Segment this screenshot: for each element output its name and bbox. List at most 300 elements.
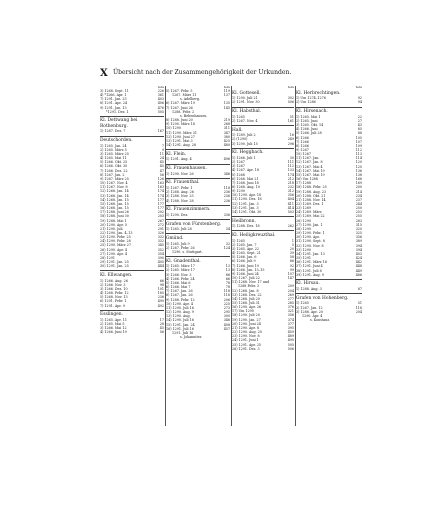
entry-date: 9) 1267. März 25 xyxy=(100,176,129,181)
entry-date: 1) 1290. Nov. 26 xyxy=(166,171,194,176)
entry-page: 174 xyxy=(287,172,294,177)
entry-date: 1) 1290. Juli 21 xyxy=(232,96,258,101)
entry-date: 39) 1291. Aug. 9 xyxy=(296,272,324,277)
index-column-2 xyxy=(166,86,230,339)
entry-date: 20) 1290. Apr. 5 xyxy=(100,222,127,227)
section-heading: Hall. xyxy=(232,125,294,133)
entry-date: 31) 1290. Sept. 8 xyxy=(296,239,325,244)
entry-page: 244 xyxy=(355,202,362,206)
entry-date: 24) 1289. März xyxy=(296,210,322,215)
index-section xyxy=(296,107,362,277)
entry-page: 489 xyxy=(287,334,294,339)
index-section xyxy=(166,219,230,231)
entry-page: 236 xyxy=(157,295,164,300)
entry-date: 30) 1291. Jan. 25 xyxy=(100,264,129,269)
entry-page: 107 xyxy=(355,139,362,144)
index-entry xyxy=(100,110,164,114)
entry-date: 3) 1266. Mai 12 xyxy=(100,326,127,331)
seite-label: Seite xyxy=(157,86,164,89)
entry-page: 457 xyxy=(223,326,230,331)
entry-date: 7) 1267. Jan. 26 xyxy=(166,289,193,294)
entry-date: 2) 1265. März 5 xyxy=(100,147,127,152)
page-number: X xyxy=(100,68,108,79)
entry-date: 3) 1268. Sept. 11 xyxy=(100,89,129,93)
seite-label: Seite xyxy=(223,86,230,89)
entry-date: 7) 1266. Dez. 22 xyxy=(100,168,128,173)
index-entry xyxy=(232,224,294,228)
entry-date: 3) 1265. Apr. 22 xyxy=(232,246,259,251)
entry-page: 394 xyxy=(355,247,362,252)
entry-date: 4) 1268. Febr. 12 xyxy=(100,291,129,296)
entry-date: 12) 1268. Jan. 8 xyxy=(232,288,259,293)
entry-date: 3) 1267 xyxy=(232,164,245,169)
entry-page: 39 xyxy=(289,251,294,256)
index-section xyxy=(232,91,294,105)
entry-page: 406 xyxy=(157,101,164,106)
entry-date: 1288 Febr. 3 xyxy=(238,284,260,289)
entry-page: 120 xyxy=(355,160,362,165)
entry-date: 22) 1290. Aug. 20 xyxy=(232,330,262,335)
entry-page: 291 xyxy=(157,226,164,231)
section-heading: Kl. Hirsau. xyxy=(296,279,362,287)
entry-page: 262 xyxy=(287,224,294,229)
entry-date: 6) 1267. März 19 xyxy=(166,101,195,106)
entry-date: 26) 1290. Apr. 4 xyxy=(100,247,127,252)
entry-date: 30) 1290. Apr. xyxy=(296,235,320,240)
entry-page: 99 xyxy=(289,267,294,272)
entry-page: 145 xyxy=(223,105,230,110)
entry-date: 33) 1290 xyxy=(296,247,311,252)
entry-page: 200 xyxy=(355,185,362,190)
index-section xyxy=(232,125,294,146)
entry-date: 8) 1291. Apr. 24 xyxy=(100,101,127,106)
entry-page: 66 xyxy=(225,276,230,281)
entry-date: 18) 1290. Juli 20 xyxy=(232,313,260,318)
index-section xyxy=(100,270,164,307)
index-entry xyxy=(232,142,294,146)
entry-page: 24 xyxy=(159,156,164,161)
entry-date: 1) 1266. Aug. 26 xyxy=(100,278,128,283)
index-entry xyxy=(166,227,230,231)
entry-page: 225 xyxy=(223,301,230,306)
entry-page: 232 xyxy=(287,185,294,189)
index-section xyxy=(166,164,230,176)
entry-page: 486 xyxy=(355,272,362,277)
entry-page: 17 xyxy=(159,317,164,322)
entry-page: 174 xyxy=(157,189,164,194)
entry-page: 34 xyxy=(225,227,230,232)
entry-page: 277 xyxy=(287,296,294,301)
entry-date: 20) 1290. Juni 24 xyxy=(232,321,261,326)
entry-date: 3) 1265. Okt. 14 xyxy=(296,123,324,128)
entry-date: 15) 1268. Jan. 15 xyxy=(100,201,129,206)
entry-date: 4) 1288. Nov. 28 xyxy=(166,198,194,203)
entry-page: 126 xyxy=(157,176,164,181)
entry-page: 403 xyxy=(157,97,164,102)
entry-page: 107 xyxy=(287,271,294,276)
entry-page: 86 xyxy=(225,272,230,277)
section-heading: Grafen von Fürstenberg. xyxy=(166,219,230,227)
entry-date: 12) 1290. Aug. 9 xyxy=(166,310,194,315)
entry-page: 506 xyxy=(287,100,294,105)
entry-page: 295 xyxy=(223,310,230,315)
index-section xyxy=(166,178,230,203)
entry-page: 13 xyxy=(225,264,230,269)
entry-page: 237 xyxy=(355,197,362,202)
entry-date: 9) 1267 xyxy=(296,147,309,152)
entry-page: 476 xyxy=(157,105,164,110)
entry-page: 490 xyxy=(287,338,294,343)
entry-date: 6) 1266. Okt. 30 xyxy=(100,164,128,169)
entry-page: 109 xyxy=(355,143,362,148)
section-heading: Kl. Ellwangen. xyxy=(100,270,164,278)
entry-page: 449 xyxy=(355,268,362,273)
index-entry xyxy=(100,264,164,268)
entry-page: 118 xyxy=(223,293,230,298)
entry-page: 336 xyxy=(223,212,230,217)
entry-date: 5) 1268 xyxy=(232,172,245,177)
entry-date: 13) 1291. Mai 3 xyxy=(166,138,193,143)
entry-date: 3) 1290. Juli 15 xyxy=(232,141,258,146)
index-entry xyxy=(232,210,294,214)
entry-date: 10) 1290. Apr. 4 xyxy=(166,301,193,306)
entry-page: 214 xyxy=(355,189,362,194)
entry-date: 16) 1268. Jan. 15 xyxy=(100,206,129,211)
entry-page: 404 xyxy=(287,197,294,202)
entry-date: 7) 1291. Apr. 9 xyxy=(100,303,125,308)
entry-page: 459 xyxy=(287,330,294,335)
entry-page: 163 xyxy=(157,185,164,190)
entry-page: 168 xyxy=(355,177,362,182)
entry-page: 311 xyxy=(223,126,230,131)
entry-page: 374 xyxy=(287,317,294,322)
entry-date: 5) 1266. Okt. 25 xyxy=(100,160,128,165)
index-entry xyxy=(232,347,294,351)
entry-date: 16) 1291. Juli 16 xyxy=(166,326,194,331)
entry-date: 6) 1266 xyxy=(296,135,309,140)
index-entry xyxy=(166,213,230,217)
entry-page: 45 xyxy=(159,326,164,331)
entry-date: 11) 1267. Nov. 8 xyxy=(100,185,128,190)
entry-page: 249 xyxy=(287,137,294,142)
entry-page: 332 xyxy=(157,239,164,244)
entry-page: 92 xyxy=(357,96,362,101)
entry-page: 442 xyxy=(355,260,362,265)
entry-page: 312 xyxy=(287,189,294,194)
entry-page: 269 xyxy=(287,292,294,297)
entry-date: 11) 1290. Juli 16 xyxy=(166,305,194,310)
entry-date: 3) 1288. Apr. 20 xyxy=(296,309,323,314)
entry-date: 7) 1268. Juni 18 xyxy=(232,180,259,185)
index-column-1 xyxy=(100,86,164,335)
entry-date: 24) 1290. Febr. 28 xyxy=(100,239,131,244)
entry-date: 9) 1288. Febr. 12 xyxy=(166,297,195,302)
entry-page: 177 xyxy=(157,206,164,211)
section-heading: Kl. Heggbach. xyxy=(232,148,294,156)
entry-date: 1) 1265. Apr. 11 xyxy=(100,317,127,322)
entry-date: 21) 1288. Nov. 14 xyxy=(296,197,326,202)
entry-page: 219 xyxy=(223,118,230,123)
entry-page: 114 xyxy=(355,156,362,161)
entry-date: 2) 1268. Aug. 26 xyxy=(166,190,194,195)
entry-date: 3) 1265. März 25 xyxy=(100,152,129,157)
entry-date: 2) 1266. Nov. 3 xyxy=(100,282,126,287)
entry-date: 21) 1290. Juli xyxy=(100,226,123,231)
entry-page: 118 xyxy=(223,289,230,294)
entry-page: 218 xyxy=(287,180,294,185)
entry-date: 12) 1267. Jan. 8 xyxy=(296,160,323,165)
section-heading: Esslingen. xyxy=(100,310,164,318)
entry-page: 66 xyxy=(159,278,164,283)
entry-page: 138 xyxy=(355,172,362,177)
entry-page: 236 xyxy=(223,194,230,199)
section-heading: Kl. Flein. xyxy=(166,149,230,157)
section-heading: Gmünd. xyxy=(166,233,230,241)
entry-date: 9) 1290 xyxy=(232,189,245,194)
entry-page: 101 xyxy=(157,286,164,291)
index-entry xyxy=(166,250,230,254)
index-section xyxy=(232,107,294,124)
entry-date: 1) Um 1274–1276 xyxy=(296,96,326,101)
entry-date: 5) 1267. Febr. 5 xyxy=(166,89,193,93)
entry-page: 273 xyxy=(223,305,230,310)
index-entry xyxy=(166,143,230,147)
entry-page: 236 xyxy=(223,190,230,195)
entry-date: 4) *1266. Apr. 1 xyxy=(100,93,127,98)
entry-page: 255 xyxy=(355,214,362,219)
entry-page: 51 xyxy=(357,301,362,306)
entry-date: s. Adelberg. xyxy=(180,97,201,102)
entry-page: 326 xyxy=(157,230,164,235)
entry-page: 135 xyxy=(223,101,230,106)
entry-date: 14) 1290. Juli 16 xyxy=(166,318,194,323)
entry-page: 56 xyxy=(159,330,164,335)
entry-page: 346 xyxy=(223,171,230,176)
entry-date: 5) 1266. Jan. 6 xyxy=(232,255,257,260)
index-entry xyxy=(296,273,362,277)
entry-page: 177 xyxy=(157,197,164,202)
entry-date: 2) 1265. Juni xyxy=(296,118,318,123)
entry-page: 56 xyxy=(159,172,164,177)
entry-page: 283 xyxy=(355,218,362,223)
entry-date: 36) 1291. März 16 xyxy=(296,260,327,265)
entry-date: 2) 1265. März 17 xyxy=(166,268,195,273)
entry-date: 1) 1265 xyxy=(232,114,245,119)
entry-page: 45 xyxy=(159,160,164,165)
entry-date: 5) 1268. Nov. 13 xyxy=(100,295,128,300)
seite-label: Seite xyxy=(355,86,362,89)
entry-page: 202 xyxy=(157,210,164,215)
entry-page: 236 xyxy=(223,198,230,203)
entry-date: 22) 1290. Jan. 4–13 xyxy=(100,230,133,235)
index-entry xyxy=(166,199,230,203)
entry-page: 403 xyxy=(355,251,362,256)
entry-page: 296 xyxy=(287,141,294,146)
entry-date: 35) 1291 xyxy=(296,256,311,261)
entry-date: 21) 1290. Apr. 8 xyxy=(232,325,259,330)
entry-date: 2) 1267. Jan. 12 xyxy=(296,305,323,310)
entry-date: 5) 1266. Mai 6 xyxy=(166,280,191,285)
entry-page: 414 xyxy=(287,205,294,210)
section-heading: Kl. Hirsenach. xyxy=(296,107,362,115)
entry-date: 1) 1288. Dez. 18 xyxy=(232,224,260,229)
entry-page: 395 xyxy=(287,325,294,330)
entry-page: 7 xyxy=(161,143,164,148)
entry-page: 325 xyxy=(355,231,362,236)
entry-page: 496 xyxy=(223,157,230,162)
section-heading: Kl. Frauenzimmern. xyxy=(166,205,230,213)
index-entry xyxy=(166,157,230,161)
entry-date: 25) 1291. Apr. 25 xyxy=(232,342,262,347)
index-section xyxy=(232,230,294,350)
entry-date: s. Konstanz. xyxy=(310,318,331,322)
entry-date: 17) 1288. Juni 26 xyxy=(100,210,129,215)
index-entry xyxy=(100,304,164,308)
index-entry xyxy=(296,287,362,291)
entry-date: 15) 1291. Jan. 24 xyxy=(166,322,195,327)
entry-date: 2) 1265. Jan. 7 xyxy=(232,242,257,247)
entry-date: 1) 1265. Mai 1 xyxy=(296,114,321,119)
entry-date: 1291. Juli 16 xyxy=(172,330,194,335)
entry-page: 118 xyxy=(355,305,362,310)
entry-date: 1290. s. Stuttgart. xyxy=(172,249,203,254)
entry-page: 169 xyxy=(355,181,362,186)
entry-date: 13) 1268. Jan. 14 xyxy=(100,193,129,198)
entry-date: 8) 1266. Jan. 13–15 xyxy=(232,267,265,272)
page-title: Übersicht nach der Zusammengehörigkeit der Urkunden. xyxy=(113,69,292,76)
entry-date: 1) 1265. Juli 9 xyxy=(166,241,190,246)
section-heading: Kl. Gnadenthal. xyxy=(166,256,230,264)
entry-page: 347 xyxy=(223,130,230,135)
entry-page: 424 xyxy=(355,256,362,261)
entry-date: 14) 1267. Mai 19 xyxy=(296,168,325,173)
entry-page: 320 xyxy=(355,226,362,231)
entry-page: 105 xyxy=(355,135,362,140)
entry-date: 8) 1267. Jan. 26 xyxy=(166,293,193,298)
entry-page: 113 xyxy=(355,152,362,157)
entry-date: 8) 1267. Jan. 2 xyxy=(100,172,125,177)
entry-page: 22 xyxy=(357,114,362,119)
entry-date: 4) 1266. Juni xyxy=(296,127,318,132)
section-heading: Kl. Gottesell. xyxy=(232,90,261,96)
entry-date: 14) 1268. Juli 20 xyxy=(232,296,260,301)
entry-date: 1288. Febr. 2 xyxy=(172,109,195,114)
entry-date: 9) 1290. März 18 xyxy=(166,122,195,127)
entry-date: 1) 1288. Aug. 3 xyxy=(296,287,322,292)
entry-date: 3) 1266. Nov. 3 xyxy=(166,272,192,277)
entry-date: 1) 1265 xyxy=(296,301,309,306)
entry-date: 8) 1288. Juni 20 xyxy=(166,118,193,123)
entry-page: 346 xyxy=(223,318,230,323)
section-heading: Heilbronn. xyxy=(232,216,294,224)
entry-date: 34) 1291. Jan. 13 xyxy=(296,251,325,256)
entry-page: 13 xyxy=(225,268,230,273)
entry-date: 13) 1290. Aug. xyxy=(166,314,191,319)
entry-page: 505 xyxy=(287,342,294,347)
entry-date: 1) 1265. Juli 28 xyxy=(166,227,192,232)
index-entry xyxy=(232,100,294,104)
entry-page: 345 xyxy=(157,243,164,248)
section-heading: Deutschorden. xyxy=(100,136,164,144)
entry-page: 11 xyxy=(159,152,164,157)
entry-date: 8) 1268. Aug. 10 xyxy=(232,185,260,189)
entry-date: s. Johanniter. xyxy=(180,334,203,339)
entry-date: 1290. Apr. 4 xyxy=(302,313,323,318)
entry-date: 1) 1287. Dez. 7 xyxy=(100,129,126,134)
entry-page: 250 xyxy=(355,206,362,211)
entry-date: 12) 1291. Jan. 3 xyxy=(232,201,259,206)
entry-page: 272 xyxy=(157,222,164,227)
entry-date: 32) 1290. Nov. 8 xyxy=(296,243,324,248)
entry-page: 86 xyxy=(289,259,294,264)
entry-page: 356 xyxy=(355,235,362,240)
entry-date: 1) 1265 xyxy=(232,238,245,243)
entry-date: 6) 1266. Juli 9 xyxy=(232,259,256,264)
entry-page: 119 xyxy=(223,89,230,93)
entry-date: 20) 1288. Okt. 21 xyxy=(296,193,326,198)
entry-page: 16 xyxy=(289,133,294,138)
entry-date: 1) 1289. Juli 2 xyxy=(232,133,256,138)
entry-date: 18) 1288. Febr. 25 xyxy=(296,185,327,190)
entry-date: 16) Um 1288 xyxy=(296,177,318,182)
entry-page: 390 xyxy=(157,255,164,260)
entry-date: 6) 1291. Febr. 1 xyxy=(100,299,127,304)
entry-page: 136 xyxy=(355,168,362,173)
entry-date: 29) 1291. Jan. 25 xyxy=(100,260,129,265)
entry-date: 37) 1291. Juni 4 xyxy=(296,264,323,269)
index-section xyxy=(296,279,362,291)
entry-date: 13) 1291. Jan. 3 xyxy=(232,205,259,210)
index-entry xyxy=(100,330,164,334)
entry-date: 26) 1290 xyxy=(296,218,311,223)
entry-date: 10) 1267. Nov. 4 xyxy=(100,181,128,186)
index-section xyxy=(232,148,294,214)
entry-page: 78 xyxy=(225,280,230,285)
index-section xyxy=(166,149,230,161)
entry-page: 94 xyxy=(357,100,362,105)
entry-page: 234 xyxy=(355,193,362,198)
section-heading: Kl. Habsthal. xyxy=(232,107,294,115)
entry-page: 112 xyxy=(287,164,294,169)
entry-page: 5 xyxy=(291,242,294,247)
entry-page: 88 xyxy=(357,131,362,136)
entry-date: 1) 1266. Juli 1 xyxy=(232,155,256,160)
entry-page: 209 xyxy=(287,284,294,289)
section-heading: Kl. Dettwang bei Rothenburg. xyxy=(100,116,164,129)
entry-date: 13) 1268. Dez. 22 xyxy=(232,292,262,297)
entry-date: 26) 1291. Dez. 3 xyxy=(232,346,260,351)
entry-date: 7) 1266. Juni 19 xyxy=(232,263,259,268)
entry-date: 27) 1290. Jan. 1 xyxy=(296,222,323,227)
entry-date: 11) 1290. Dez. 18 xyxy=(232,197,262,202)
entry-page: 505 xyxy=(157,109,164,114)
entry-date: 38) 1291. Juli 8 xyxy=(296,268,322,273)
entry-date: 25) 1289. Mai 22 xyxy=(296,214,325,219)
entry-page: 174 xyxy=(157,193,164,198)
entry-page: 206 xyxy=(223,297,230,302)
entry-date: 8) 1266 xyxy=(296,143,309,148)
entry-page: 58 xyxy=(289,255,294,260)
entry-date: 15) 1268. Juli 31 xyxy=(232,301,260,305)
entry-date: 2) Um 1286 xyxy=(296,100,316,105)
entry-page: 411 xyxy=(287,201,294,206)
entry-date: 4) 1265. Mai 11 xyxy=(100,156,127,161)
entry-page: 377 xyxy=(287,321,294,326)
entry-date: 9) 1291. Jan. 13 xyxy=(100,105,127,110)
entry-date: 11) 1268. Nov. 17 und xyxy=(232,280,270,285)
entry-date: 19) 1288. Aug. 23 xyxy=(296,189,326,194)
entry-page: 111 xyxy=(287,160,294,165)
